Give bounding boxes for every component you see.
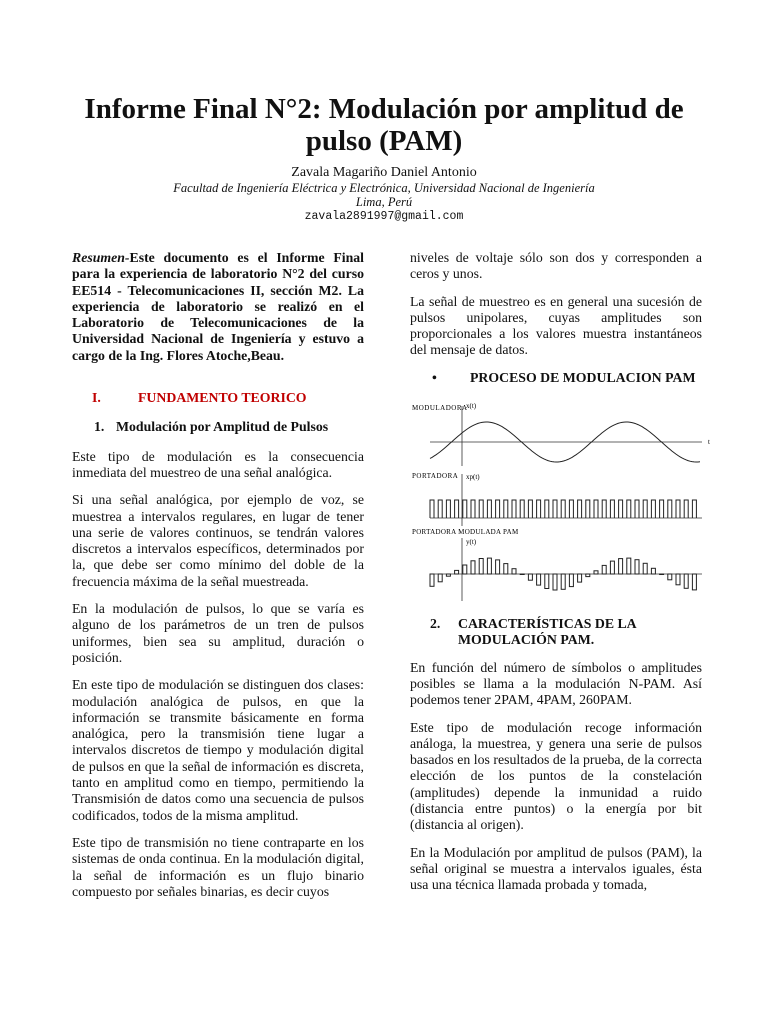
abstract: [72, 250, 364, 364]
pam-pulse: [512, 569, 516, 574]
pam-pulse: [446, 574, 450, 576]
paragraph: En la modulación de pulsos, lo que se varía es alguno de los parámetros de un tren de pulsos uniformes, bien sea su amplitud, duración o posición.: [72, 601, 364, 665]
right-column: [410, 250, 710, 905]
subsection-title: Modulación por Amplitud de Pulsos: [116, 419, 329, 435]
paragraph: La señal de muestreo es en general una sucesión de pulsos unipolares, cuyas amplitudes son proporcionales a los valores muestra instantáneos del mensaje de datos.: [410, 293, 702, 358]
pam-pulse: [553, 574, 557, 590]
pam-pulse: [651, 568, 655, 574]
location: Lima, Perú: [355, 195, 413, 209]
paragraph: En la Modulación por amplitud de pulsos (PAM), la señal original se muestra a intervalos iguales, ésta usa una técnica llamada probada y tomada,: [410, 844, 702, 893]
paragraph: niveles de voltaje sólo son dos y corresponden a ceros y unos.: [410, 250, 702, 282]
left-column: [72, 250, 364, 911]
pam-diagram: [410, 396, 710, 604]
panel1-label: MODULADORA: [412, 404, 468, 413]
subsection-heading: [72, 419, 364, 435]
panel1-time-label: t: [708, 438, 710, 447]
pam-pulse: [578, 574, 582, 582]
subsection-title: CARACTERÍSTICAS DE LA MODULACIÓN PAM.: [458, 616, 636, 648]
author-name: Zavala Magariño Daniel Antonio: [291, 165, 477, 180]
paragraph: Este tipo de transmisión no tiene contraparte en los sistemas de onda continua. En la modulación digital, la señal de información es un flujo binario compuesto por señales binarias, es decir cuyos: [72, 834, 364, 899]
paragraph: Este tipo de modulación es la consecuencia inmediata del muestreo de una señal analógica.: [72, 448, 364, 480]
pam-pulse: [520, 574, 524, 575]
pam-pulse: [594, 571, 598, 574]
pam-pulse: [643, 563, 647, 574]
subsection-heading: [410, 616, 702, 649]
bullet-text: PROCESO DE MODULACION PAM: [470, 369, 696, 385]
pam-pulse: [545, 574, 549, 589]
panel3-signal-label: y(t): [466, 538, 477, 547]
bullet-heading: [410, 370, 702, 386]
paragraph: En función del número de símbolos o amplitudes posibles se llama a la modulación N-PAM. Así podemos tener 2PAM, 4PAM, 260PAM.: [410, 659, 702, 708]
pam-pulse: [660, 574, 664, 575]
subsection-number: 2.: [430, 616, 441, 632]
pam-pulse: [602, 565, 606, 574]
pam-pulse: [676, 574, 680, 585]
subsection-number: 1.: [94, 419, 105, 435]
pam-pulse: [463, 565, 467, 574]
abstract-lead: Resumen-: [72, 250, 130, 265]
pam-pulse: [619, 559, 623, 574]
panel2-signal-label: xp(t): [466, 473, 480, 482]
pam-pulse: [487, 558, 491, 574]
pam-pulse: [471, 561, 475, 574]
panel2-label: PORTADORA: [412, 472, 459, 481]
pam-pulse: [586, 574, 590, 577]
paragraph: Si una señal analógica, por ejemplo de voz, se muestrea a intervalos regulares, en lugar de tener una serie de valores continuos, se tendrán valores discretos a intervalos específicos, determinados por la, que debe ser como mínimo del doble de la frecuencia máxima de la señal muestreada.: [72, 492, 364, 589]
paragraph: En este tipo de modulación se distinguen dos clases: modulación analógica de pulsos, en que la información se transmite básicamente en forma analógica, pero la transmisión tiene lugar a intervalos discretos de tiempo y modulación digital de pulsos en que la señal de información es discreta, tanto en amplitud como en tiempo, permitiendo la Transmisión de datos como una secuencia de pulsos codificados, todos de la misma amplitud.: [72, 677, 364, 823]
pam-pulse: [569, 574, 573, 587]
pam-pulse: [479, 559, 483, 575]
pam-pulse: [528, 574, 532, 580]
paragraph: Este tipo de modulación recoge información análoga, la muestrea, y genera una serie de pulsos basados en los resultados de la prueba, de la correcta elección de los puntos de la constelación (amplitudes) depende la inmunidad a ruido (distancia entre puntos) o la energía por bit (distancia al origen).: [410, 719, 702, 833]
pam-pulse: [496, 560, 500, 574]
author-email: zavala2891997@gmail.com: [304, 210, 464, 223]
pam-pulse: [610, 561, 614, 574]
section-heading: [72, 390, 364, 406]
pam-pulse: [627, 558, 631, 574]
panel1-signal-label: x(t): [466, 402, 477, 411]
bullet-icon: •: [432, 369, 437, 385]
pam-pulse: [430, 574, 434, 586]
pam-figure: [410, 396, 710, 604]
pam-pulse: [561, 574, 565, 589]
pam-pulse: [504, 564, 508, 574]
panel3-label: PORTADORA MODULADA PAM: [412, 528, 519, 537]
pam-pulse: [438, 574, 442, 582]
paper-title: Informe Final N°2: Modulación por amplitud de pulso (PAM): [84, 93, 684, 157]
abstract-text: Este documento es el Informe Final para la experiencia de laboratorio N°2 del curso EE514 - Telecomunicaciones II, sección M2. La experiencia de laboratorio se realizó en el Laboratorio de Telecomunicaciones de la Universidad Nacional de Ingeniería y estuvo a cargo de la Ing. Flores Atoche,Beau.: [72, 250, 364, 363]
section-number: I.: [92, 390, 101, 406]
pam-pulse: [635, 560, 639, 574]
pam-pulse: [692, 574, 696, 590]
pam-pulse: [537, 574, 541, 585]
pam-pulse: [455, 570, 459, 574]
carrier-pulses: [430, 500, 696, 518]
pam-pulse: [668, 574, 672, 580]
affiliation: Facultad de Ingeniería Eléctrica y Electrónica, Universidad Nacional de Ingeniería: [173, 181, 595, 195]
section-title: FUNDAMENTO TEORICO: [138, 390, 307, 406]
pam-pulse: [684, 574, 688, 588]
